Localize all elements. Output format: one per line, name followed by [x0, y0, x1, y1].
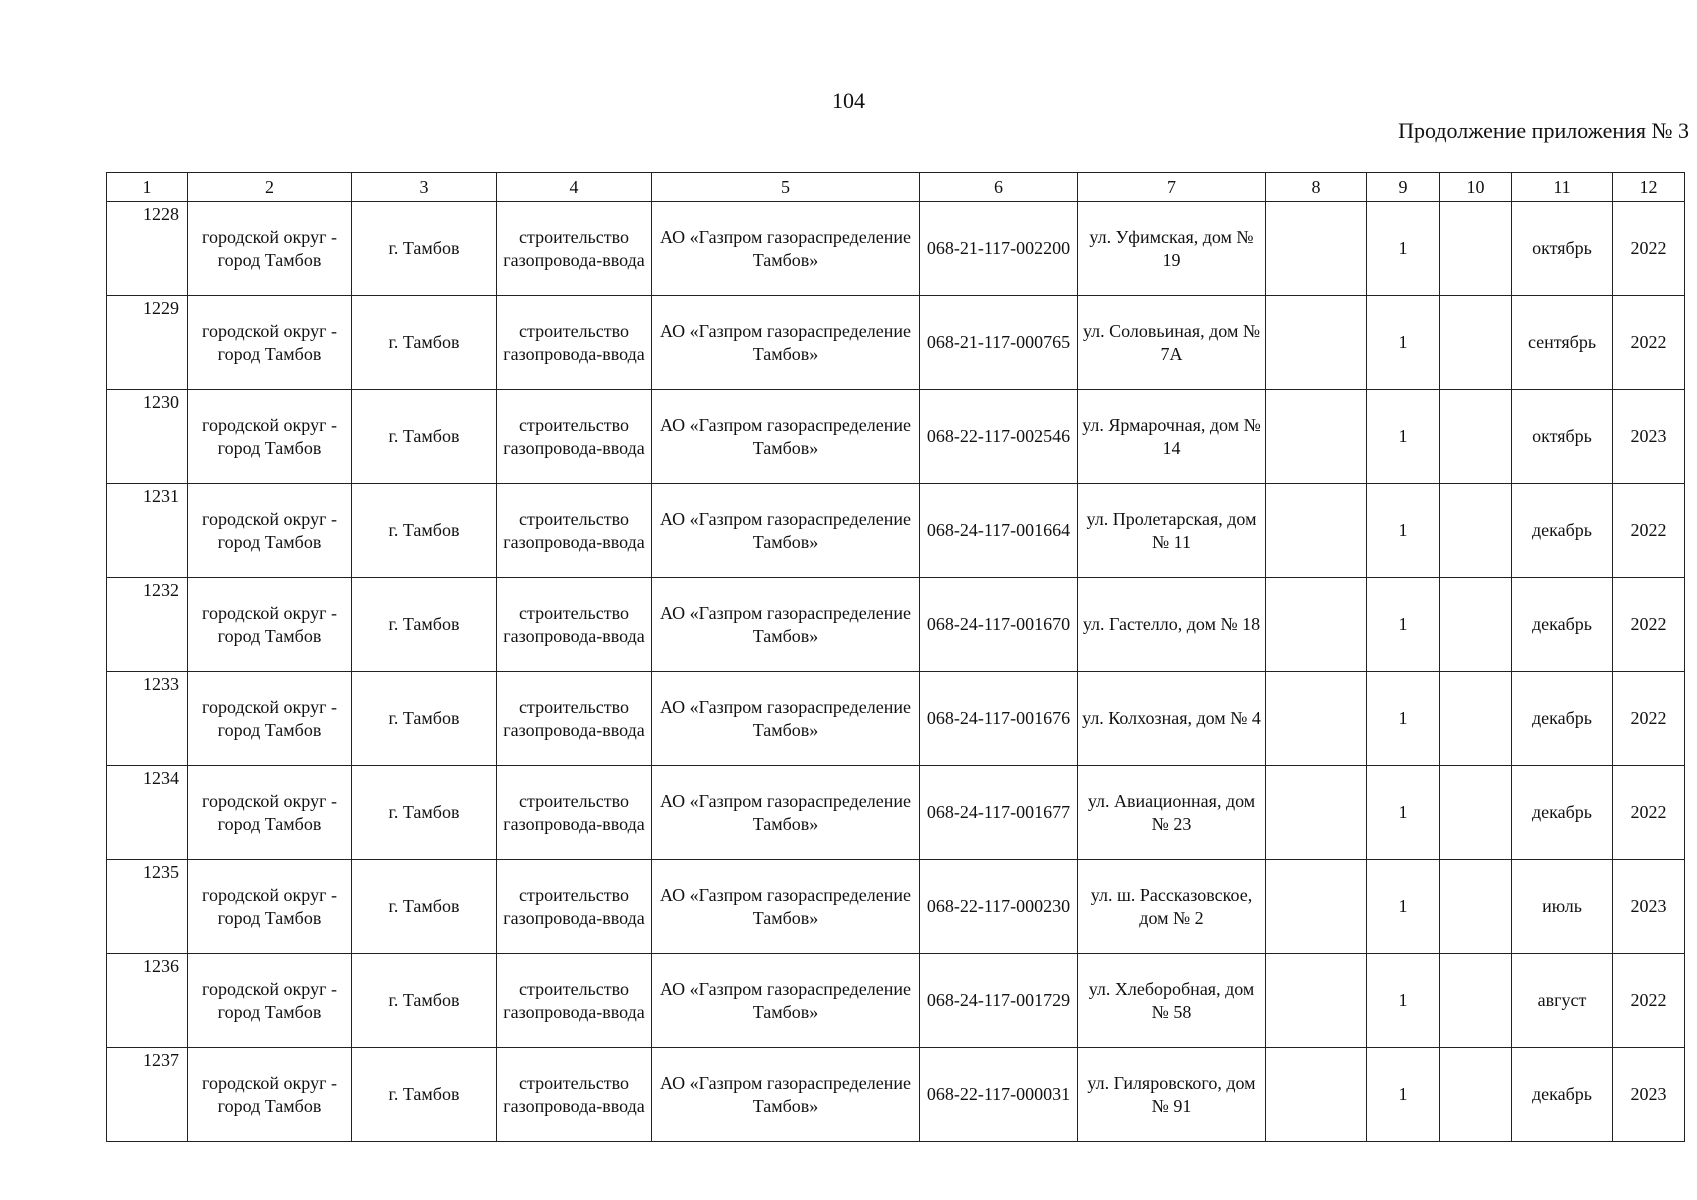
work-type-cell: строительство газопровода-ввода: [497, 860, 652, 954]
object-code-cell: 068-22-117-002546: [920, 390, 1078, 484]
year-cell: 2022: [1613, 484, 1685, 578]
settlement-cell: г. Тамбов: [352, 390, 497, 484]
organization-cell: АО «Газпром газораспределение Тамбов»: [652, 202, 920, 296]
municipality-cell: городской округ - город Тамбов: [188, 860, 352, 954]
month-cell: октябрь: [1512, 390, 1613, 484]
registry-table: [106, 172, 1685, 1142]
organization-cell: АО «Газпром газораспределение Тамбов»: [652, 296, 920, 390]
address-cell: ул. Авиационная, дом № 23: [1078, 766, 1266, 860]
quantity-cell: 1: [1367, 202, 1440, 296]
quantity-cell: 1: [1367, 1048, 1440, 1142]
row-number: 1232: [107, 578, 188, 672]
municipality-cell: городской округ - город Тамбов: [188, 484, 352, 578]
address-cell: ул. Соловьиная, дом № 7А: [1078, 296, 1266, 390]
month-cell: декабрь: [1512, 484, 1613, 578]
quantity-cell: 1: [1367, 672, 1440, 766]
month-cell: декабрь: [1512, 672, 1613, 766]
settlement-cell: г. Тамбов: [352, 860, 497, 954]
object-code-cell: 068-21-117-000765: [920, 296, 1078, 390]
table-row: [107, 860, 1685, 954]
settlement-cell: г. Тамбов: [352, 296, 497, 390]
row-number: 1230: [107, 390, 188, 484]
month-cell: август: [1512, 954, 1613, 1048]
column-8-cell: [1266, 860, 1367, 954]
quantity-cell: 1: [1367, 484, 1440, 578]
quantity-cell: 1: [1367, 390, 1440, 484]
quantity-cell: 1: [1367, 766, 1440, 860]
appendix-continuation-label: Продолжение приложения № 3: [1398, 118, 1689, 143]
organization-cell: АО «Газпром газораспределение Тамбов»: [652, 578, 920, 672]
table-row: [107, 578, 1685, 672]
work-type-cell: строительство газопровода-ввода: [497, 766, 652, 860]
work-type-cell: строительство газопровода-ввода: [497, 202, 652, 296]
settlement-cell: г. Тамбов: [352, 578, 497, 672]
row-number: 1228: [107, 202, 188, 296]
address-cell: ул. Гастелло, дом № 18: [1078, 578, 1266, 672]
work-type-cell: строительство газопровода-ввода: [497, 484, 652, 578]
table-body: [107, 202, 1685, 1142]
organization-cell: АО «Газпром газораспределение Тамбов»: [652, 1048, 920, 1142]
year-cell: 2022: [1613, 202, 1685, 296]
month-cell: декабрь: [1512, 1048, 1613, 1142]
municipality-cell: городской округ - город Тамбов: [188, 202, 352, 296]
column-10-cell: [1440, 296, 1512, 390]
column-10-cell: [1440, 860, 1512, 954]
column-10-cell: [1440, 202, 1512, 296]
year-cell: 2022: [1613, 954, 1685, 1048]
table-row: [107, 390, 1685, 484]
month-cell: июль: [1512, 860, 1613, 954]
column-header: 4: [497, 173, 652, 202]
work-type-cell: строительство газопровода-ввода: [497, 578, 652, 672]
address-cell: ул. Ярмарочная, дом № 14: [1078, 390, 1266, 484]
year-cell: 2022: [1613, 766, 1685, 860]
address-cell: ул. Уфимская, дом № 19: [1078, 202, 1266, 296]
column-8-cell: [1266, 1048, 1367, 1142]
year-cell: 2022: [1613, 578, 1685, 672]
year-cell: 2022: [1613, 296, 1685, 390]
month-cell: сентябрь: [1512, 296, 1613, 390]
column-8-cell: [1266, 766, 1367, 860]
organization-cell: АО «Газпром газораспределение Тамбов»: [652, 860, 920, 954]
column-header: 12: [1613, 173, 1685, 202]
work-type-cell: строительство газопровода-ввода: [497, 672, 652, 766]
table-header: [107, 173, 1685, 202]
column-header: 6: [920, 173, 1078, 202]
year-cell: 2023: [1613, 390, 1685, 484]
settlement-cell: г. Тамбов: [352, 484, 497, 578]
column-10-cell: [1440, 954, 1512, 1048]
month-cell: декабрь: [1512, 578, 1613, 672]
address-cell: ул. Колхозная, дом № 4: [1078, 672, 1266, 766]
municipality-cell: городской округ - город Тамбов: [188, 578, 352, 672]
address-cell: ул. Пролетарская, дом № 11: [1078, 484, 1266, 578]
column-10-cell: [1440, 578, 1512, 672]
settlement-cell: г. Тамбов: [352, 766, 497, 860]
column-header: 1: [107, 173, 188, 202]
row-number: 1235: [107, 860, 188, 954]
page-number: 104: [832, 88, 865, 113]
column-8-cell: [1266, 672, 1367, 766]
row-number: 1237: [107, 1048, 188, 1142]
table-row: [107, 1048, 1685, 1142]
quantity-cell: 1: [1367, 954, 1440, 1048]
quantity-cell: 1: [1367, 578, 1440, 672]
object-code-cell: 068-24-117-001677: [920, 766, 1078, 860]
quantity-cell: 1: [1367, 296, 1440, 390]
object-code-cell: 068-24-117-001670: [920, 578, 1078, 672]
column-header: 9: [1367, 173, 1440, 202]
municipality-cell: городской округ - город Тамбов: [188, 1048, 352, 1142]
settlement-cell: г. Тамбов: [352, 202, 497, 296]
column-10-cell: [1440, 390, 1512, 484]
table-row: [107, 484, 1685, 578]
column-header: 8: [1266, 173, 1367, 202]
municipality-cell: городской округ - город Тамбов: [188, 296, 352, 390]
object-code-cell: 068-22-117-000031: [920, 1048, 1078, 1142]
organization-cell: АО «Газпром газораспределение Тамбов»: [652, 672, 920, 766]
column-8-cell: [1266, 578, 1367, 672]
year-cell: 2023: [1613, 1048, 1685, 1142]
column-10-cell: [1440, 672, 1512, 766]
column-10-cell: [1440, 1048, 1512, 1142]
object-code-cell: 068-21-117-002200: [920, 202, 1078, 296]
column-10-cell: [1440, 766, 1512, 860]
month-cell: декабрь: [1512, 766, 1613, 860]
quantity-cell: 1: [1367, 860, 1440, 954]
column-header: 2: [188, 173, 352, 202]
column-8-cell: [1266, 954, 1367, 1048]
column-8-cell: [1266, 390, 1367, 484]
settlement-cell: г. Тамбов: [352, 1048, 497, 1142]
municipality-cell: городской округ - город Тамбов: [188, 390, 352, 484]
column-10-cell: [1440, 484, 1512, 578]
organization-cell: АО «Газпром газораспределение Тамбов»: [652, 954, 920, 1048]
work-type-cell: строительство газопровода-ввода: [497, 390, 652, 484]
object-code-cell: 068-24-117-001664: [920, 484, 1078, 578]
address-cell: ул. ш. Рассказовское, дом № 2: [1078, 860, 1266, 954]
object-code-cell: 068-22-117-000230: [920, 860, 1078, 954]
column-header: 3: [352, 173, 497, 202]
row-number: 1229: [107, 296, 188, 390]
column-header: 7: [1078, 173, 1266, 202]
work-type-cell: строительство газопровода-ввода: [497, 1048, 652, 1142]
row-number: 1231: [107, 484, 188, 578]
organization-cell: АО «Газпром газораспределение Тамбов»: [652, 766, 920, 860]
column-8-cell: [1266, 202, 1367, 296]
table-row: [107, 766, 1685, 860]
object-code-cell: 068-24-117-001676: [920, 672, 1078, 766]
month-cell: октябрь: [1512, 202, 1613, 296]
row-number: 1233: [107, 672, 188, 766]
municipality-cell: городской округ - город Тамбов: [188, 766, 352, 860]
column-header: 11: [1512, 173, 1613, 202]
settlement-cell: г. Тамбов: [352, 954, 497, 1048]
table-row: [107, 954, 1685, 1048]
row-number: 1234: [107, 766, 188, 860]
settlement-cell: г. Тамбов: [352, 672, 497, 766]
municipality-cell: городской округ - город Тамбов: [188, 954, 352, 1048]
address-cell: ул. Гиляровского, дом № 91: [1078, 1048, 1266, 1142]
column-header: 10: [1440, 173, 1512, 202]
column-8-cell: [1266, 296, 1367, 390]
column-8-cell: [1266, 484, 1367, 578]
row-number: 1236: [107, 954, 188, 1048]
organization-cell: АО «Газпром газораспределение Тамбов»: [652, 390, 920, 484]
municipality-cell: городской округ - город Тамбов: [188, 672, 352, 766]
work-type-cell: строительство газопровода-ввода: [497, 296, 652, 390]
organization-cell: АО «Газпром газораспределение Тамбов»: [652, 484, 920, 578]
year-cell: 2023: [1613, 860, 1685, 954]
work-type-cell: строительство газопровода-ввода: [497, 954, 652, 1048]
address-cell: ул. Хлеборобная, дом № 58: [1078, 954, 1266, 1048]
year-cell: 2022: [1613, 672, 1685, 766]
header-row: [107, 173, 1685, 202]
table-row: [107, 296, 1685, 390]
column-header: 5: [652, 173, 920, 202]
table-row: [107, 672, 1685, 766]
table-row: [107, 202, 1685, 296]
object-code-cell: 068-24-117-001729: [920, 954, 1078, 1048]
